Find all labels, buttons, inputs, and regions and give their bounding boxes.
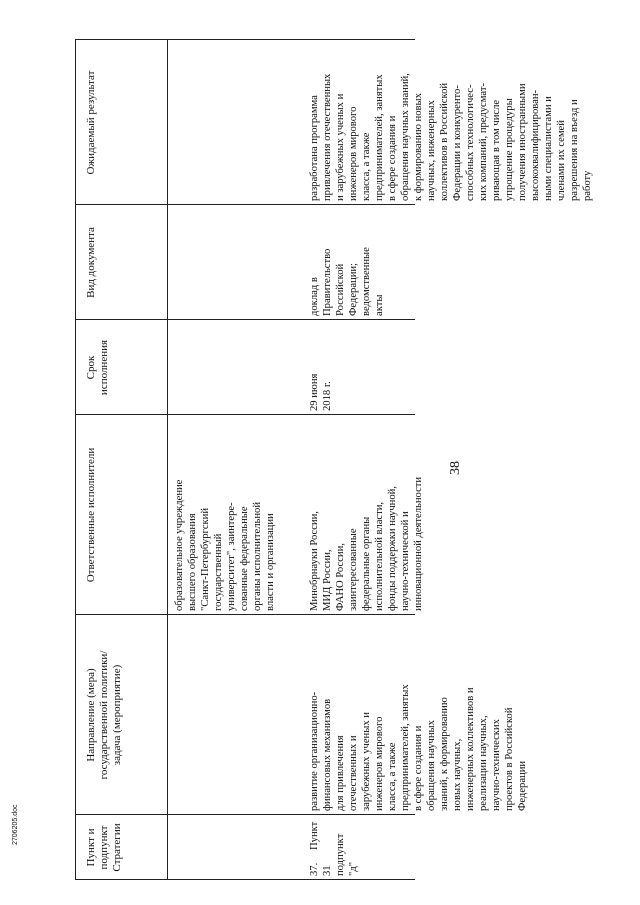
page-number: 38 (448, 461, 463, 475)
row-executors: Минобрнауки России, МИД России, ФАНО России, заинтересованные федеральные органы исполнительной власти, фонды поддержки научной, научно-технической и инновационной деятельности (309, 476, 424, 611)
row-deadline: 29 июня 2018 г. (309, 373, 333, 411)
header-document: Вид документа (85, 227, 97, 298)
header-result: Ожидаемый результат (85, 70, 97, 175)
header-executors: Ответственные исполнители (85, 447, 97, 583)
row-point-cell (302, 815, 360, 880)
footer-filename: 2706205.doc (12, 804, 19, 845)
row-direction: развитие организационно- финансовых механизмов для привлечения отечественных и зарубежных ученых и инженеров мирового класса, а также предпринимателей, занятых в сфере создания и обращения научных знаний, к формированию новых научных, инженерных коллективов и реализации научных, научно-технических проектов в Российской Федерации (309, 684, 528, 811)
continued-executors: образовательное учреждение высшего образования "Санкт-Петербургский государственный университет", заинтере- сованные федеральные органы исполнительной власти и организации (174, 479, 276, 611)
row-result: разработана программа привлечения отечественных и зарубежных ученых и инженеров мирового класса, а также предпринимателей, занятых в сфере создания и обращения научных знаний, к формированию новых научных, инженерных коллективов в Российской Федерации и конкуренто- способных технологичес- ких компаний, предусмат- ривающая в том числе упрощение процедуры получения иностранными высококвалифицирован- ными специалистами и членами их семей разрешения на въезд и работу (309, 73, 593, 201)
table-header-row (75, 40, 167, 880)
header-point: Пункт и подпункт Стратегии (85, 823, 123, 872)
row-point: Пункт 31 подпункт "д" (309, 821, 359, 876)
header-direction: Направление (мера) государственной политики/ задача (мероприятие) (85, 650, 123, 780)
row-number: 37. (309, 862, 320, 876)
table-row-continuation (167, 40, 302, 880)
header-deadline: Срок исполнения (85, 339, 110, 396)
row-document: доклад в Правительство Российской Федерации; ведомственные акты (309, 247, 385, 316)
